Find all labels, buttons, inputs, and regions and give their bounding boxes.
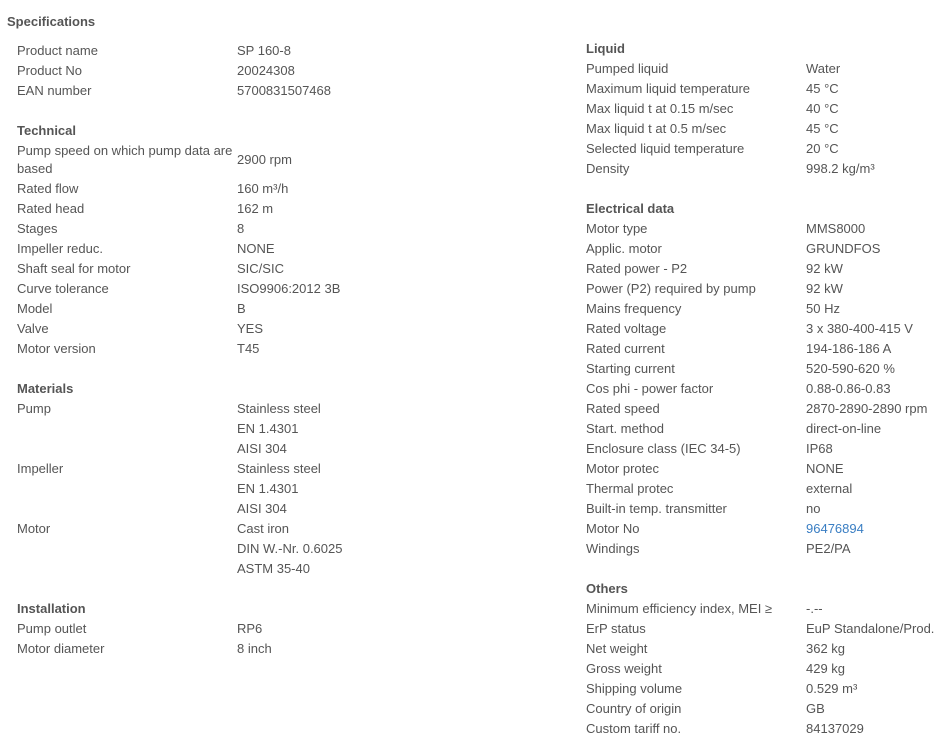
section-title-others: Others [586, 581, 628, 596]
spec-label: Windings [586, 541, 640, 556]
spec-value: 520-590-620 % [806, 361, 895, 376]
spec-value: 362 kg [806, 641, 846, 656]
spec-label: Rated power - P2 [586, 261, 688, 276]
spec-row-shipping-volume [586, 679, 949, 699]
spec-value: GB [806, 701, 825, 716]
spec-value: 20024308 [237, 63, 295, 78]
spec-value: -.-- [806, 601, 823, 616]
spec-value: 2870-2890-2890 rpm [806, 401, 928, 416]
spec-row-custom-tariff [586, 719, 949, 739]
spec-value: GRUNDFOS [806, 241, 881, 256]
spec-value: 2900 rpm [237, 152, 292, 167]
spec-row-ean-number [17, 81, 577, 101]
section-title-electrical: Electrical data [586, 201, 675, 216]
spec-label: Motor No [586, 521, 640, 536]
spec-row-pump-speed [17, 141, 577, 179]
spec-value [237, 459, 577, 519]
spec-value-line: Stainless steel [237, 401, 321, 416]
spec-row-impeller-reduc [17, 239, 577, 259]
spec-row-model [17, 299, 577, 319]
spec-row-pumped-liquid [586, 59, 949, 79]
spec-row-cos-phi [586, 379, 949, 399]
spec-row-motor-type [586, 219, 949, 239]
spec-label: Start. method [586, 421, 665, 436]
spec-row-selected-liquid-temp [586, 139, 949, 159]
spec-row-max-liquid-temp [586, 79, 949, 99]
spec-value: 0.88-0.86-0.83 [806, 381, 891, 396]
spec-value: no [806, 501, 821, 516]
spec-value: 5700831507468 [237, 83, 331, 98]
spec-value: NONE [237, 241, 275, 256]
spec-row-impeller-material [17, 459, 577, 519]
spec-label: Cos phi - power factor [586, 381, 714, 396]
spec-value: IP68 [806, 441, 833, 456]
spec-row-net-weight [586, 639, 949, 659]
spec-label: Pump [17, 401, 51, 416]
spec-label: Max liquid t at 0.15 m/sec [586, 101, 734, 116]
spec-row-erp-status [586, 619, 949, 639]
spec-value-line: AISI 304 [237, 441, 287, 456]
spec-row-shaft-seal [17, 259, 577, 279]
spec-value: PE2/PA [806, 541, 851, 556]
spec-value: NONE [806, 461, 844, 476]
spec-label: Shaft seal for motor [17, 261, 131, 276]
spec-value: 8 [237, 221, 245, 236]
spec-value: MMS8000 [806, 221, 866, 236]
spec-label: Motor type [586, 221, 648, 236]
spec-label: Gross weight [586, 661, 662, 676]
spec-label: Density [586, 161, 630, 176]
spec-label: Built-in temp. transmitter [586, 501, 727, 516]
spec-row-enclosure-class [586, 439, 949, 459]
spec-label: Enclosure class (IEC 34-5) [586, 441, 741, 456]
spec-row-rated-power [586, 259, 949, 279]
spec-label: Applic. motor [586, 241, 662, 256]
spec-label: Rated current [586, 341, 665, 356]
spec-label: Mains frequency [586, 301, 682, 316]
spec-label: Minimum efficiency index, MEI ≥ [586, 601, 773, 616]
spec-row-stages [17, 219, 577, 239]
motor-no-link[interactable]: 96476894 [806, 521, 864, 536]
electrical-section [586, 199, 949, 559]
spec-value: external [806, 481, 853, 496]
spec-value-line: EN 1.4301 [237, 421, 299, 436]
spec-value: EuP Standalone/Prod. [806, 621, 935, 636]
spec-value: RP6 [237, 621, 263, 636]
spec-value-line: Stainless steel [237, 461, 321, 476]
spec-label: ErP status [586, 621, 646, 636]
spec-value-line: Cast iron [237, 521, 290, 536]
spec-value-line: EN 1.4301 [237, 481, 299, 496]
spec-label: Impeller reduc. [17, 241, 103, 256]
spec-value: 3 x 380-400-415 V [806, 321, 913, 336]
spec-row-mei [586, 599, 949, 619]
spec-value: 20 °C [806, 141, 839, 156]
spec-label: Thermal protec [586, 481, 674, 496]
spec-row-pump-outlet [17, 619, 577, 639]
liquid-section [586, 39, 949, 179]
technical-section [17, 121, 577, 359]
spec-label: Shipping volume [586, 681, 683, 696]
spec-row-power-required [586, 279, 949, 299]
installation-section [17, 599, 577, 659]
spec-value: B [237, 301, 246, 316]
spec-value: Water [806, 61, 841, 76]
spec-label: Rated speed [586, 401, 660, 416]
spec-row-rated-head [17, 199, 577, 219]
spec-row-max-liquid-t-05 [586, 119, 949, 139]
spec-label: Impeller [17, 461, 64, 476]
section-title-liquid: Liquid [586, 41, 625, 56]
spec-row-density [586, 159, 949, 179]
spec-value: SIC/SIC [237, 261, 284, 276]
spec-value [237, 399, 577, 459]
spec-row-rated-flow [17, 179, 577, 199]
spec-value: 429 kg [806, 661, 846, 676]
spec-row-rated-voltage [586, 319, 949, 339]
spec-label: Motor protec [586, 461, 659, 476]
spec-row-windings [586, 539, 949, 559]
spec-label: Product No [17, 63, 83, 78]
spec-row-pump-material [17, 399, 577, 459]
spec-row-motor-version [17, 339, 577, 359]
spec-value-line: DIN W.-Nr. 0.6025 [237, 541, 343, 556]
section-title-materials: Materials [17, 381, 74, 396]
spec-value [806, 519, 949, 539]
spec-row-curve-tolerance [17, 279, 577, 299]
spec-row-rated-speed [586, 399, 949, 419]
spec-value: 194-186-186 A [806, 341, 892, 356]
spec-row-product-no [17, 61, 577, 81]
spec-label: Pump outlet [17, 621, 87, 636]
spec-row-gross-weight [586, 659, 949, 679]
spec-row-max-liquid-t-015 [586, 99, 949, 119]
spec-value: 160 m³/h [237, 181, 289, 196]
spec-value: 50 Hz [806, 301, 840, 316]
spec-label: Power (P2) required by pump [586, 281, 756, 296]
page-title: Specifications [7, 14, 96, 29]
spec-row-start-method [586, 419, 949, 439]
spec-row-thermal-protec [586, 479, 949, 499]
spec-label: Max liquid t at 0.5 m/sec [586, 121, 727, 136]
spec-value: 45 °C [806, 81, 839, 96]
spec-label: EAN number [17, 83, 92, 98]
others-section [586, 579, 949, 739]
spec-value: 40 °C [806, 101, 839, 116]
spec-row-motor-no [586, 519, 949, 539]
spec-row-motor-diameter [17, 639, 577, 659]
materials-section [17, 379, 577, 579]
section-title-technical: Technical [17, 123, 77, 138]
spec-label: Motor diameter [17, 641, 105, 656]
spec-value: ISO9906:2012 3B [237, 281, 341, 296]
spec-label: Rated voltage [586, 321, 667, 336]
spec-label: Pumped liquid [586, 61, 669, 76]
spec-label: Starting current [586, 361, 675, 376]
spec-label: Custom tariff no. [586, 721, 682, 736]
spec-value-line: ASTM 35-40 [237, 561, 310, 576]
spec-label: Country of origin [586, 701, 682, 716]
spec-value [237, 519, 577, 579]
spec-value: 0.529 m³ [806, 681, 858, 696]
spec-row-starting-current [586, 359, 949, 379]
spec-value: 84137029 [806, 721, 864, 736]
spec-label: Valve [17, 321, 49, 336]
spec-value: YES [237, 321, 264, 336]
spec-label: Maximum liquid temperature [586, 81, 751, 96]
spec-label: Rated head [17, 201, 85, 216]
spec-label: Stages [17, 221, 58, 236]
spec-value: 162 m [237, 201, 274, 216]
spec-row-motor-protec [586, 459, 949, 479]
spec-value: 8 inch [237, 641, 272, 656]
spec-row-applic-motor [586, 239, 949, 259]
spec-label: Selected liquid temperature [586, 141, 745, 156]
spec-row-rated-current [586, 339, 949, 359]
spec-value: SP 160-8 [237, 43, 291, 58]
spec-row-product-name [17, 41, 577, 61]
spec-label: Pump speed on which pump data are based [17, 143, 233, 176]
spec-row-motor-material [17, 519, 577, 579]
spec-value: 998.2 kg/m³ [806, 161, 875, 176]
spec-label: Curve tolerance [17, 281, 109, 296]
spec-row-country-of-origin [586, 699, 949, 719]
section-title-installation: Installation [17, 601, 86, 616]
spec-value: 92 kW [806, 261, 843, 276]
spec-row-mains-frequency [586, 299, 949, 319]
spec-row-builtin-temp [586, 499, 949, 519]
spec-value: 45 °C [806, 121, 839, 136]
spec-label: Product name [17, 43, 98, 58]
spec-value-line: AISI 304 [237, 501, 287, 516]
spec-label: Rated flow [17, 181, 79, 196]
spec-label: Motor version [17, 341, 96, 356]
spec-value: direct-on-line [806, 421, 882, 436]
general-section [17, 41, 577, 101]
spec-value: 92 kW [806, 281, 843, 296]
spec-label: Net weight [586, 641, 648, 656]
spec-row-valve [17, 319, 577, 339]
spec-label: Motor [17, 521, 51, 536]
spec-label: Model [17, 301, 53, 316]
spec-value: T45 [237, 341, 260, 356]
